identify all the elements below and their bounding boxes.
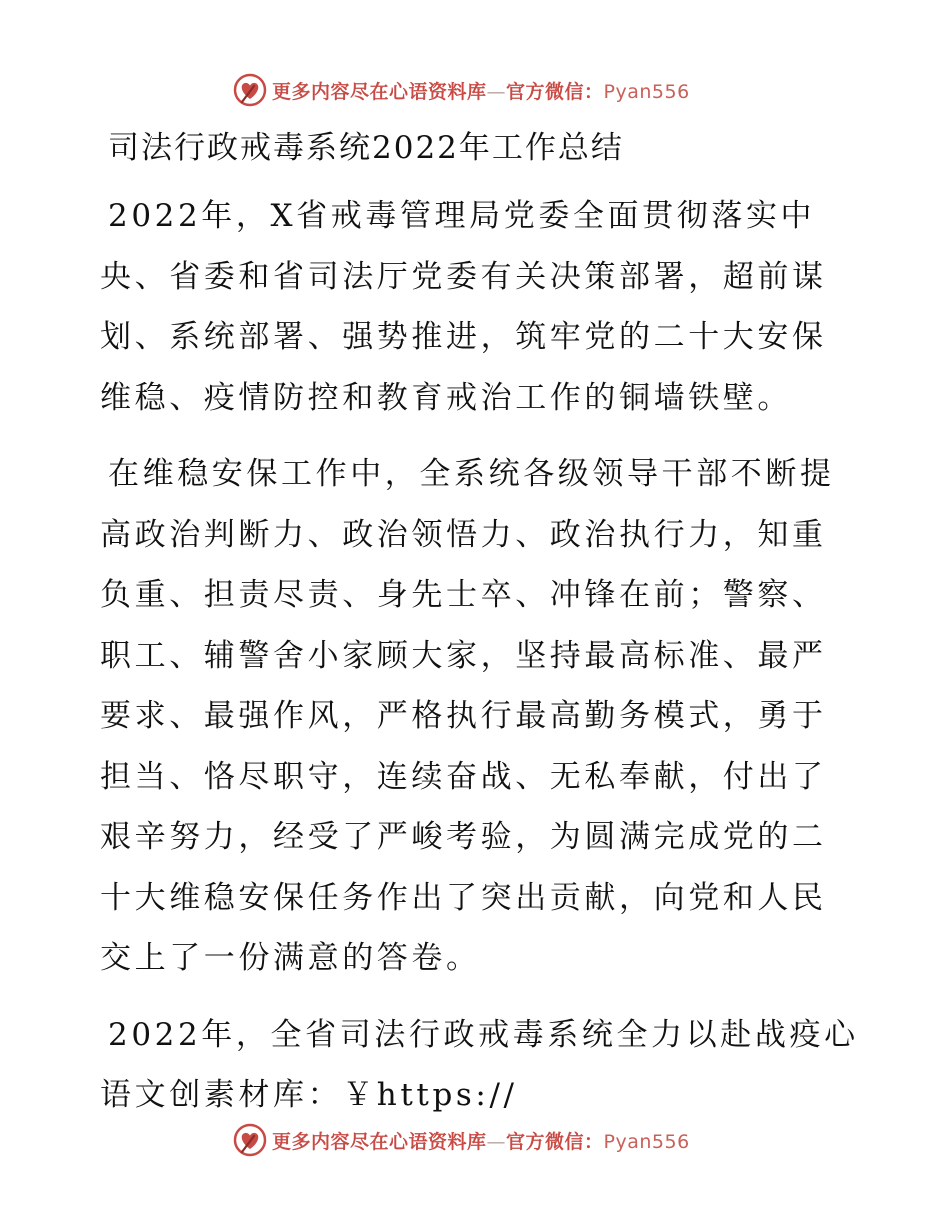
document-body	[100, 124, 860, 1142]
watermark-brand: 更多内容尽在心语资料库	[272, 1130, 487, 1153]
watermark-separator: —	[486, 1130, 507, 1153]
watermark-separator: —	[486, 80, 507, 103]
heart-pen-logo-icon	[232, 1122, 268, 1158]
footer-watermark	[232, 1122, 690, 1158]
paragraph-epidemic: 2022年，全省司法行政戒毒系统全力以赴战疫心语文创素材库：￥https://	[100, 1016, 859, 1113]
watermark-contact-label: 官方微信：	[506, 80, 604, 103]
watermark-text	[272, 1127, 690, 1154]
watermark-contact-id: Pyan556	[603, 80, 690, 103]
paragraph-intro: 2022年，X省戒毒管理局党委全面贯彻落实中央、省委和省司法厅党委有关决策部署，超前谋划、系统部署、强势推进，筑牢党的二十大安保维稳、疫情防控和教育戒治工作的铜墙铁壁。	[100, 198, 827, 416]
watermark-contact-label: 官方微信：	[506, 1130, 604, 1153]
header-watermark	[232, 72, 690, 108]
heart-pen-logo-icon	[232, 72, 268, 108]
paragraph-security: 在维稳安保工作中，全系统各级领导干部不断提高政治判断力、政治领悟力、政治执行力，知重负重、担责尽责、身先士卒、冲锋在前；警察、职工、辅警舍小家顾大家，坚持最高标准、最严要求、最强作风，严格执行最高勤务模式，勇于担当、恪尽职守，连续奋战、无私奉献，付出了艰辛努力，经受了严峻考验，为圆满完成党的二十大维稳安保任务作出了突出贡献，向党和人民交上了一份满意的答卷。	[100, 456, 835, 976]
watermark-text	[272, 77, 690, 104]
document-title: 司法行政戒毒系统2022年工作总结	[108, 130, 624, 166]
watermark-brand: 更多内容尽在心语资料库	[272, 80, 487, 103]
watermark-contact-id: Pyan556	[603, 1130, 690, 1153]
